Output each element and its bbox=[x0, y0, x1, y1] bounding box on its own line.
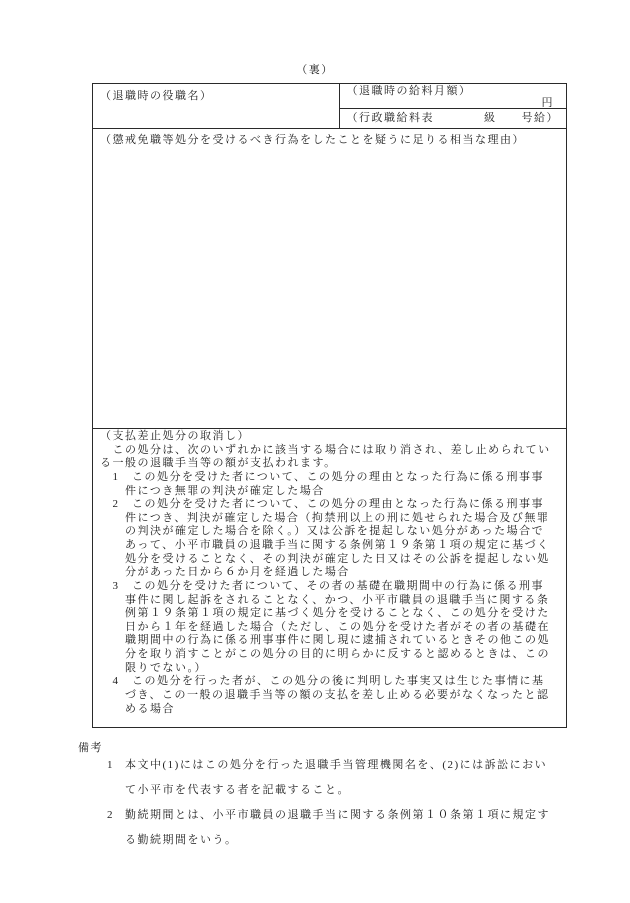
cancellation-text-line: 分があった日から６か月を経過した場合 bbox=[100, 566, 350, 579]
remark-item-2 bbox=[107, 803, 550, 853]
cancellation-text-line: 2 この処分を受けた者について、この処分の理由となった行為に係る刑事事 bbox=[100, 498, 545, 511]
remark-1-text: 本文中(1)にはこの処分を行った退職手当管理機関名を、(2)には訴訟におい て小平市を代表する者を記載すること。 bbox=[125, 759, 548, 796]
cancellation-text-line: 限りでない。） bbox=[100, 661, 207, 674]
payment-stop-cancellation-cell bbox=[93, 429, 566, 728]
cancellation-text-line: 件につき、判決が確定した場合（拘禁刑以上の刑に処せられた場合及び無罪 bbox=[100, 511, 550, 524]
page-side-label: （裏） bbox=[296, 64, 334, 76]
cancellation-text-line: 1 この処分を受けた者について、この処分の理由となった行為に係る刑事事 bbox=[100, 470, 545, 483]
position-title-label: （退職時の役職名） bbox=[100, 90, 213, 102]
cancellation-text-line: 3 この処分を受けた者について、その者の基礎在職期間中の行為に係る刑事 bbox=[100, 579, 545, 592]
cancellation-text-line: 4 この処分を行った者が、この処分の後に判明した事実又は生じた事情に基 bbox=[100, 675, 545, 688]
cancellation-text-line: （支払差止処分の取消し） bbox=[100, 430, 250, 442]
remark-2-text: 勤続期間とは、小平市職員の退職手当に関する条例第１０条第１項に規定す る勤続期間をいう。 bbox=[125, 809, 550, 846]
cancellation-text-line: める場合 bbox=[100, 702, 175, 715]
form-table bbox=[92, 83, 567, 728]
position-title-cell bbox=[93, 84, 340, 128]
cancellation-text-line: る一般の退職手当等の額が支払われます。 bbox=[100, 457, 337, 470]
cancellation-text-line: 分を取り消すことがこの処分の目的に明らかに反すると認めるときは、この bbox=[100, 648, 550, 660]
remark-item-1 bbox=[107, 753, 547, 803]
monthly-salary-cell bbox=[340, 84, 567, 128]
cancellation-text-line: 日から１年を経過した場合（ただし、この処分を受けた者がその者の基礎在 bbox=[100, 620, 550, 633]
monthly-salary-amount-area bbox=[340, 84, 567, 109]
cancellation-text-line: の判決が確定した場合を除く。）又は公訴を提起しない処分があった場合で bbox=[100, 525, 545, 538]
remark-2-number: 2 bbox=[107, 809, 114, 821]
monthly-salary-label: （退職時の給料月額） bbox=[346, 85, 472, 97]
form-header-row bbox=[93, 84, 566, 129]
cancellation-text-line: 例第１９条第１項の規定に基づく処分を受けることなく、この処分を受けた bbox=[100, 607, 550, 620]
cancellation-text-line: この処分は、次のいずれかに該当する場合には取り消され、差し止められてい bbox=[100, 443, 551, 456]
cancellation-text-line: あって、小平市職員の退職手当に関する条例第１９条第１項の規定に基づく bbox=[100, 539, 550, 551]
salary-schedule-grade-line: （行政職給料表 級 号給） bbox=[346, 112, 559, 124]
remarks-heading: 備考 bbox=[78, 742, 103, 754]
cancellation-text-line: 処分を受けることなく、その判決が確定した日又はその公訴を提起しない処 bbox=[100, 552, 550, 565]
cancellation-text-line: づき、この一般の退職手当等の額の支払を差し止める必要がなくなったと認 bbox=[100, 688, 550, 701]
remark-1-number: 1 bbox=[107, 759, 114, 771]
cancellation-text-line: 職期間中の行為に係る刑事事件に関し現に逮捕されているときその他この処 bbox=[100, 634, 550, 647]
dismissal-reason-label: （懲戒免職等処分を受けるべき行為をしたことを疑うに足りる相当な理由） bbox=[100, 134, 525, 146]
cancellation-text-line: 件につき無罪の判決が確定した場合 bbox=[100, 484, 325, 497]
payment-stop-cancellation-text bbox=[100, 430, 559, 716]
dismissal-reason-cell bbox=[93, 129, 566, 429]
yen-unit-label: 円 bbox=[541, 97, 554, 109]
cancellation-text-line: 事件に関し起訴をされることなく、かつ、小平市職員の退職手当に関する条 bbox=[100, 593, 550, 606]
